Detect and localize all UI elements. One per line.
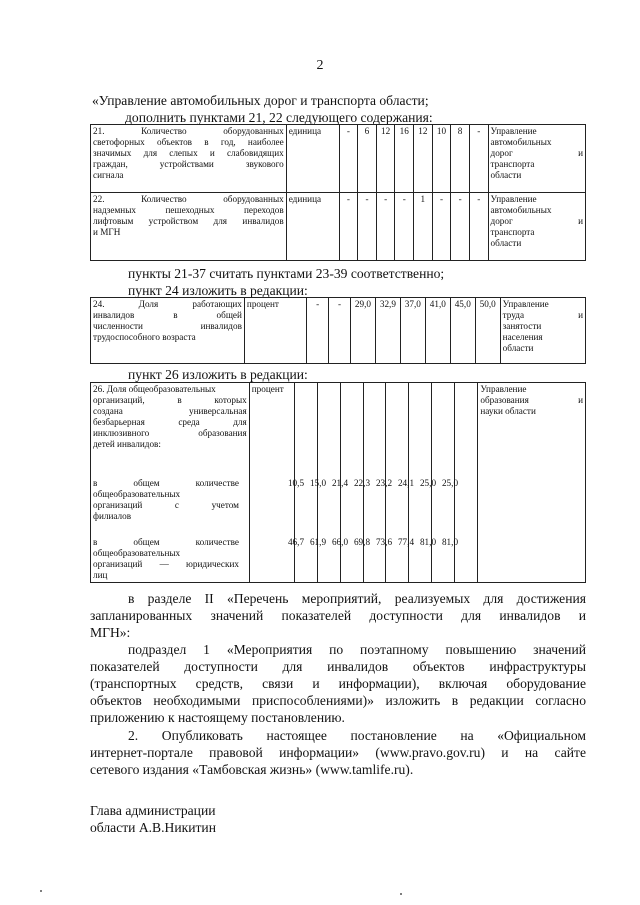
row21-value: - [469,125,488,193]
scan-speck [400,893,402,895]
table-indicators-21-22 [90,124,586,261]
item24-heading: пункт 24 изложить в редакции: [128,283,308,298]
row24-responsible: Управление труда и занятости населения области [500,298,585,364]
table-row-26-head [91,383,586,457]
row22-value: - [469,193,488,261]
paragraph-publish: 2. Опубликовать настоящее постановление на «Официальном интернет-портале правовой информации» (www.pravo.gov.ru) и на сайте сетевого издания «Тамбовская жизнь» (www.tamlife.ru). [90,728,586,777]
row26-sub2-value: 61,9 [309,537,327,547]
row26-sub1-value: 25,0 [419,478,437,488]
renumber-note: пункты 21-37 считать пунктами 23-39 соответственно; [128,266,445,281]
row22-value: - [432,193,451,261]
row21-responsible: Управление автомобильных дорог и транспорта области [488,125,585,193]
row21-value: 6 [358,125,377,193]
paragraph-subsection-1: подраздел 1 «Мероприятия по поэтапному повышению значений показателей доступности для инвалидов объектов инфраструктуры (транспортных средств, связи и информации), включая оборудование объектов необходимыми приспособлениями)» изложить в редакции согласно приложению к настоящему постановлению. [90,642,586,725]
row26-unit: процент [249,383,294,583]
table-indicator-24 [90,297,586,364]
row26-sub2-value: 81,0 [441,537,459,547]
row24-value: 45,0 [450,298,475,364]
table-row-22 [91,193,586,261]
row24-value: 37,0 [400,298,425,364]
row24-value: 32,9 [375,298,400,364]
row22-value: - [395,193,414,261]
signature-name: области А.В.Никитин [90,820,216,835]
row22-value: - [339,193,358,261]
row22-label: 22. Количество оборудованных надземных пешеходных переходов лифтовым устройством для инвалидов и МГН [91,193,287,261]
row26-sub1-value: 22,3 [353,478,371,488]
row22-unit: единица [286,193,339,261]
item26-heading: пункт 26 изложить в редакции: [128,367,308,382]
row21-value: - [339,125,358,193]
row26-sub1-label: в общем количестве общеобразовательных организаций с учетом филиалов [93,478,239,521]
row22-responsible: Управление автомобильных дорог и транспорта области [488,193,585,261]
row26-sub1-value: 21,4 [331,478,349,488]
row26-label: 26. Доля общеобразовательных организаций, в которых создана универсальная безбарьерная среда для инклюзивного образования детей инвалидов: [91,383,250,457]
row26-sub1-value: 24,1 [397,478,415,488]
row24-value: 41,0 [425,298,450,364]
row26-sub1-value: 15,0 [309,478,327,488]
row26-sub2-value: 66,0 [331,537,349,547]
scan-speck [40,890,42,892]
table-row-21 [91,125,586,193]
row22-value: - [376,193,395,261]
row26-sub2-value: 69,8 [353,537,371,547]
intro-line-2: дополнить пунктами 21, 22 следующего содержания: [125,110,433,125]
row24-value: - [329,298,351,364]
row21-value: 10 [432,125,451,193]
signature-title: Глава администрации [90,803,216,818]
page-number: 2 [316,58,324,73]
row26-responsible: Управление образования и науки области [478,383,586,583]
row26-sub1-value: 25,0 [441,478,459,488]
row26-sub2-value: 77,4 [397,537,415,547]
row26-sub2-value: 73,6 [375,537,393,547]
table-row-24 [91,298,586,364]
row22-value: - [358,193,377,261]
row21-value: 12 [376,125,395,193]
row22-value: 1 [414,193,433,261]
row24-value: - [307,298,329,364]
row26-sub1-value: 23,2 [375,478,393,488]
row24-value: 50,0 [475,298,500,364]
row26-sub2-value: 81,0 [419,537,437,547]
row24-label: 24. Доля работающих инвалидов в общей численности инвалидов трудоспособного возраста [91,298,245,364]
row21-value: 16 [395,125,414,193]
row21-unit: единица [286,125,339,193]
row26-sub1-value: 10,5 [287,478,305,488]
row26-sub2-value: 46,7 [287,537,305,547]
row21-label: 21. Количество оборудованных светофорных объектов в год, наиболее значимых для слепых и слабовидящих граждан, устройствами звукового сигнала [91,125,287,193]
row24-unit: процент [244,298,306,364]
intro-line-1: «Управление автомобильных дорог и транспорта области; [92,93,429,108]
row24-value: 29,0 [350,298,375,364]
paragraph-section-ii: в разделе II «Перечень мероприятий, реализуемых для достижения запланированных значений показателей доступности для инвалидов и МГН»: [90,591,586,640]
row21-value: 12 [414,125,433,193]
row26-sub2-label: в общем количестве общеобразовательных организаций — юридических лиц [93,537,239,580]
row21-value: 8 [451,125,470,193]
row22-value: - [451,193,470,261]
